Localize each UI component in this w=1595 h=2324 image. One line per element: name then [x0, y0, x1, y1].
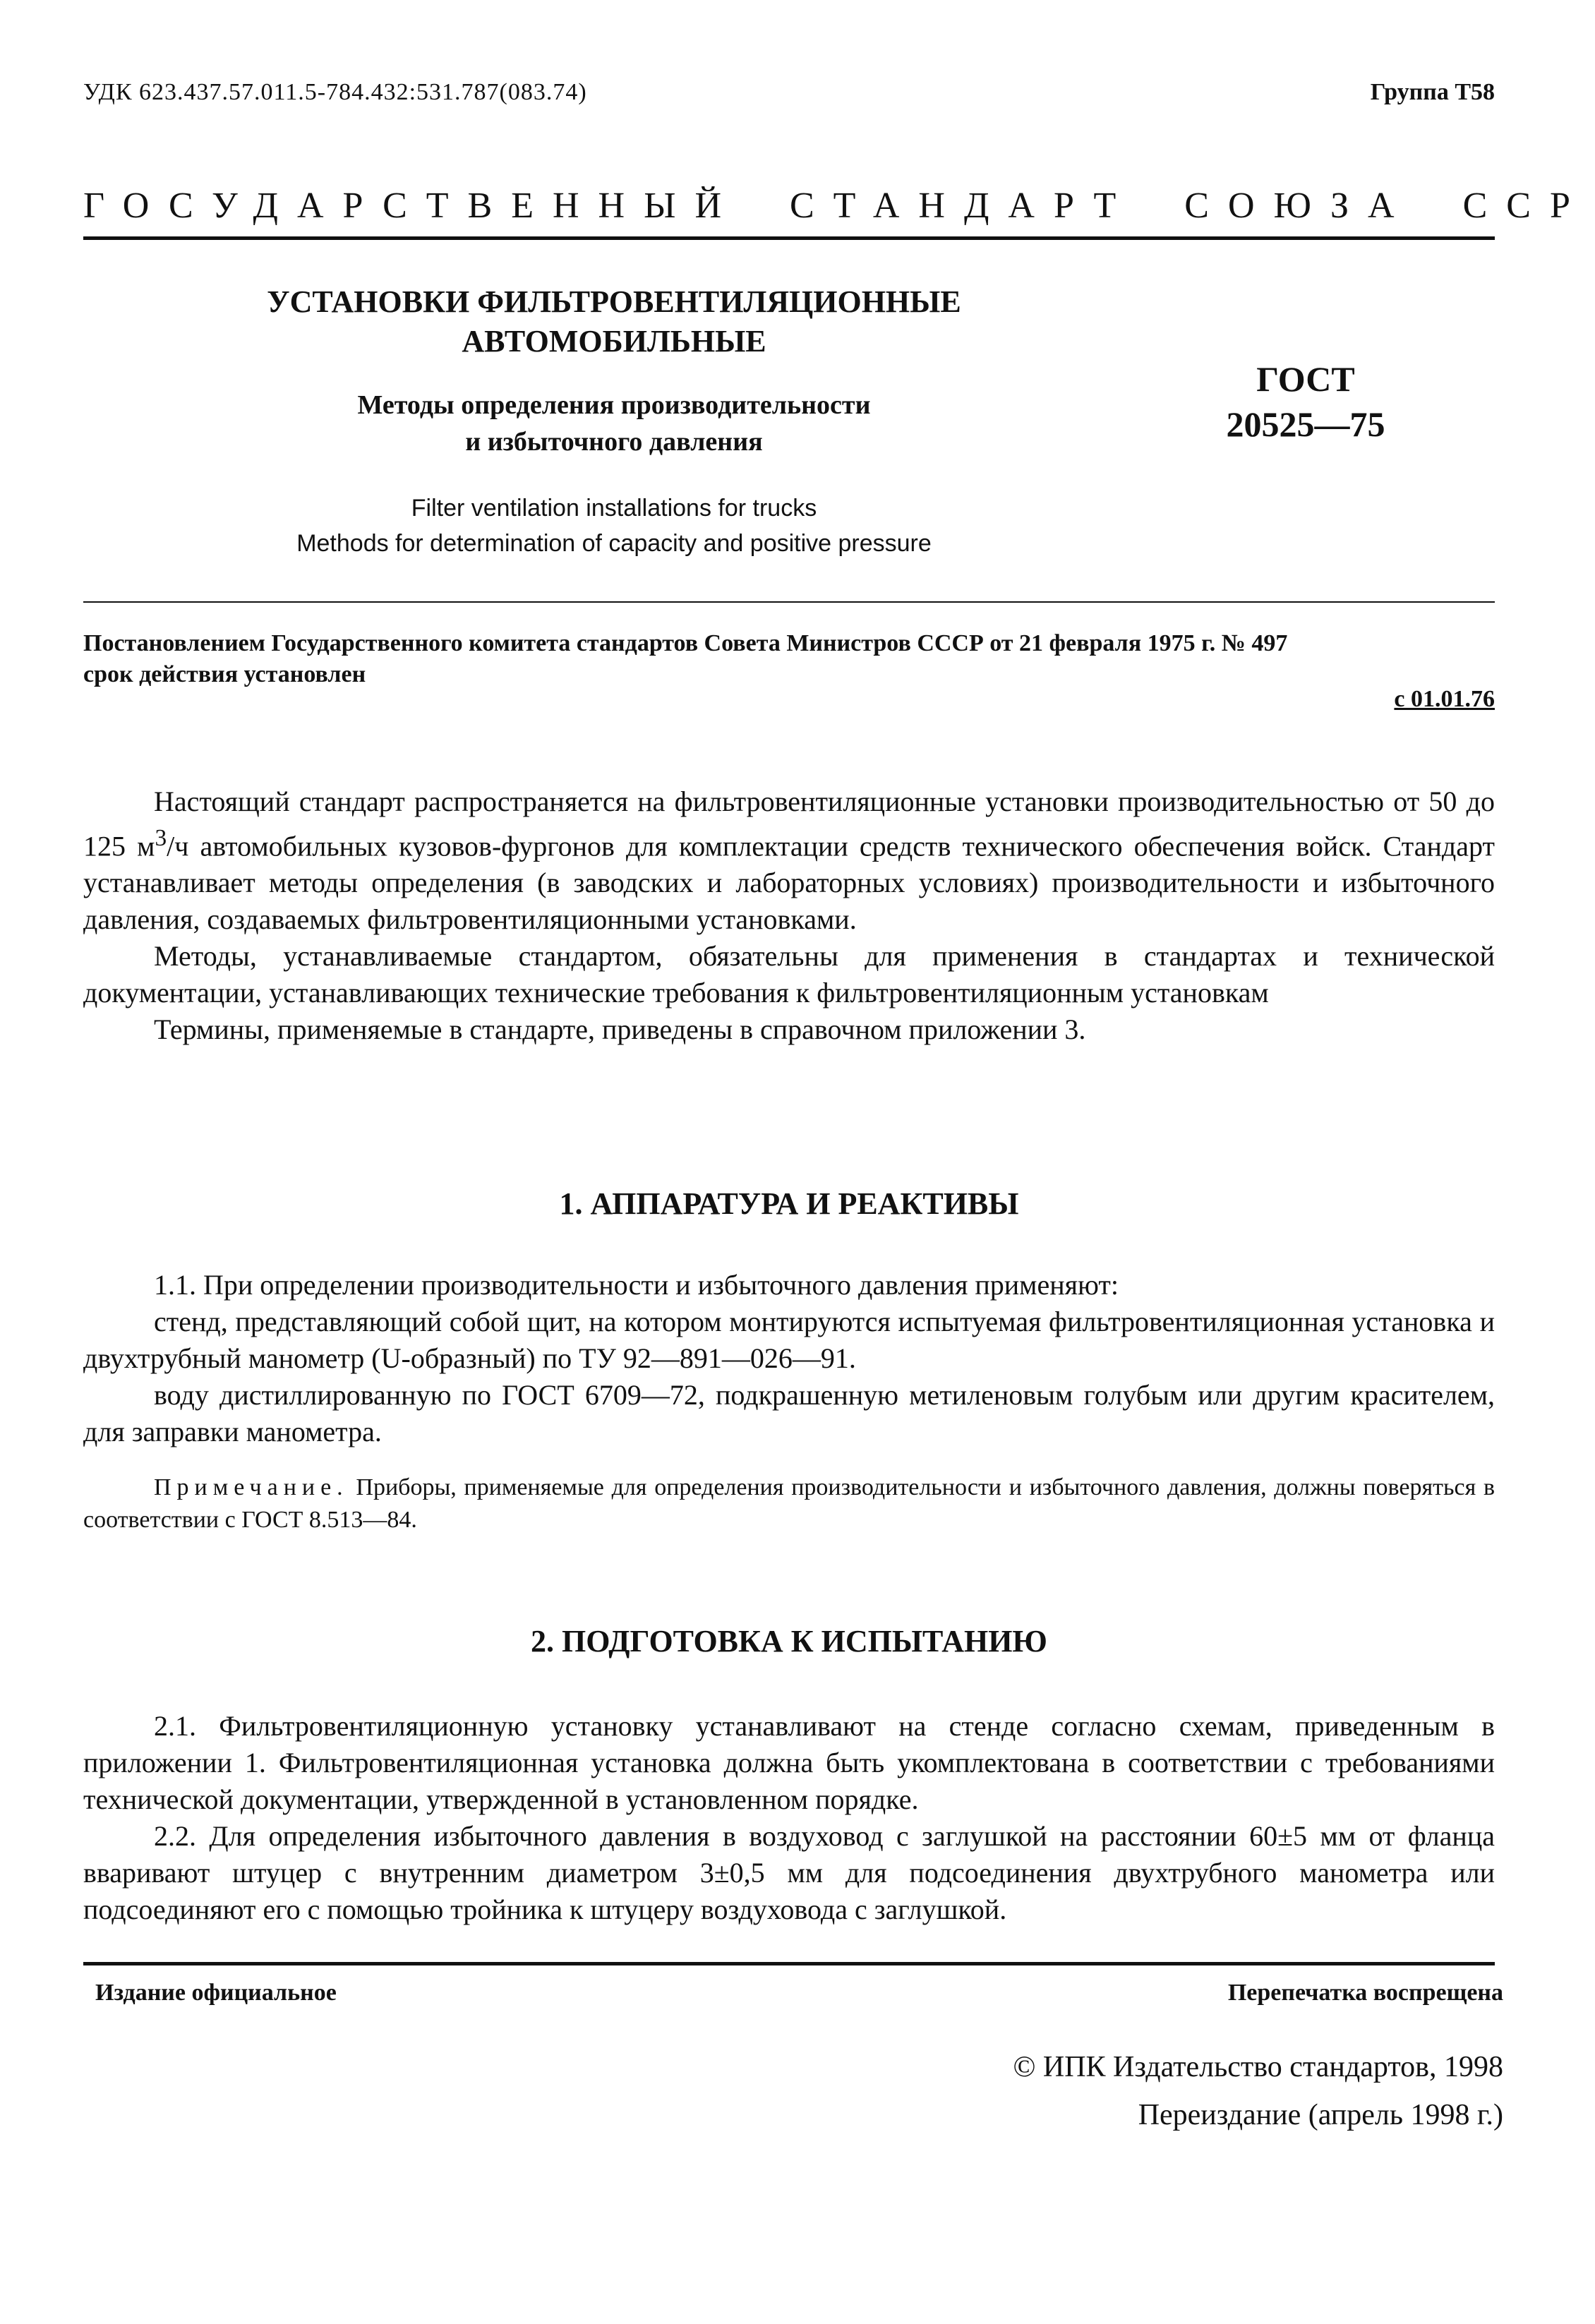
title-divider [83, 601, 1495, 603]
decree-block [83, 628, 1495, 690]
gost-designation [1172, 356, 1440, 447]
header-divider [83, 236, 1495, 240]
copyright-block [1013, 2043, 1503, 2139]
title-line-2: АВТОМОБИЛЬНЫЕ [462, 324, 766, 359]
document-title [233, 282, 995, 361]
intro-section [83, 783, 1495, 1048]
intro-paragraph-3: Термины, применяемые в стандарте, приведены в справочном приложении 3. [154, 1013, 1086, 1046]
english-title-line-1: Filter ventilation installations for trucks [411, 495, 817, 522]
section-1-paragraph-3: воду дистиллированную по ГОСТ 6709—72, подкрашенную метиленовым голубым или другим красителем, для заправки манометра. [83, 1379, 1495, 1447]
intro-paragraph-1: Настоящий стандарт распространяется на фильтровентиляционные установки производительностью от 50 до 125 $м^3/ч$ автомобильных кузовов-фургонов для комплектации средств технического обеспечения войск. Стандарт устанавливает методы определения (в заводских и лабораторных условиях) производительности и избыточного давления, создаваемых фильтровентиляционными установками. [83, 785, 1495, 936]
gost-label: ГОСТ [1256, 359, 1355, 399]
note-label: Примечание. [154, 1474, 349, 1500]
section-2-paragraph-2: 2.2. Для определения избыточного давления в воздуховод с заглушкой на расстоянии 60±5 мм от фланца вваривают штуцер с внутренним диаметром 3±0,5 мм для подсоединения двухтрубного манометра или подсоединяют его с помощью тройника к штуцеру воздуховода с заглушкой. [83, 1820, 1495, 1925]
section-2-body [83, 1708, 1495, 1928]
intro-paragraph-2: Методы, устанавливаемые стандартом, обязательны для применения в стандартах и технической документации, устанавливающих технические требования к фильтровентиляционным установкам [83, 940, 1495, 1009]
udc-code: УДК 623.437.57.011.5-784.432:531.787(083.74) [83, 79, 587, 105]
section-1-paragraph-1: 1.1. При определении производительности и избыточного давления применяют: [154, 1269, 1119, 1301]
english-title-line-2: Methods for determination of capacity and positive pressure [296, 530, 932, 557]
subtitle-line-1: Методы определения производительности [357, 390, 871, 420]
footer-divider [83, 1962, 1495, 1965]
decree-term: срок действия установлен [83, 661, 366, 687]
subtitle-line-2: и избыточного давления [465, 427, 763, 457]
title-line-1: УСТАНОВКИ ФИЛЬТРОВЕНТИЛЯЦИОННЫЕ [267, 284, 961, 319]
copyright-line: © ИПК Издательство стандартов, 1998 [1013, 2051, 1503, 2083]
reissue-line: Переиздание (апрель 1998 г.) [1138, 2099, 1503, 2131]
official-edition: Издание официальное [95, 1980, 337, 2006]
gost-number: 20525—75 [1226, 404, 1385, 444]
state-standard-title: ГОСУДАРСТВЕННЫЙ СТАНДАРТ СОЮЗА ССР [83, 186, 1589, 226]
note-text: Приборы, применяемые для определения производительности и избыточного давления, должны поверяться в соответствии с ГОСТ 8.513—84. [83, 1474, 1495, 1533]
section-2-heading: 2. ПОДГОТОВКА К ИСПЫТАНИЮ [531, 1624, 1047, 1658]
decree-text: Постановлением Государственного комитета стандартов Совета Министров СССР от 21 февраля 1975 г. № 497 [83, 630, 1288, 656]
section-2-paragraph-1: 2.1. Фильтровентиляционную установку устанавливают на стенде согласно схемам, приведенным в приложении 1. Фильтровентиляционная установка должна быть укомплектована в соответствии с требованиями технической документации, утвержденной в установленном порядке. [83, 1710, 1495, 1815]
section-1-body [83, 1267, 1495, 1450]
section-1-paragraph-2: стенд, представляющий собой щит, на котором монтируются испытуемая фильтровентиляционная установка и двухтрубный манометр (U-образный) по ТУ 92—891—026—91. [83, 1306, 1495, 1374]
no-reprint-notice: Перепечатка воспрещена [1227, 1980, 1503, 2006]
section-1-heading: 1. АППАРАТУРА И РЕАКТИВЫ [559, 1186, 1019, 1221]
group-code: Группа Т58 [1370, 79, 1495, 105]
section-1-note [83, 1471, 1495, 1536]
effective-date: с 01.01.76 [1394, 686, 1495, 712]
english-title [233, 490, 995, 561]
document-subtitle [233, 387, 995, 460]
